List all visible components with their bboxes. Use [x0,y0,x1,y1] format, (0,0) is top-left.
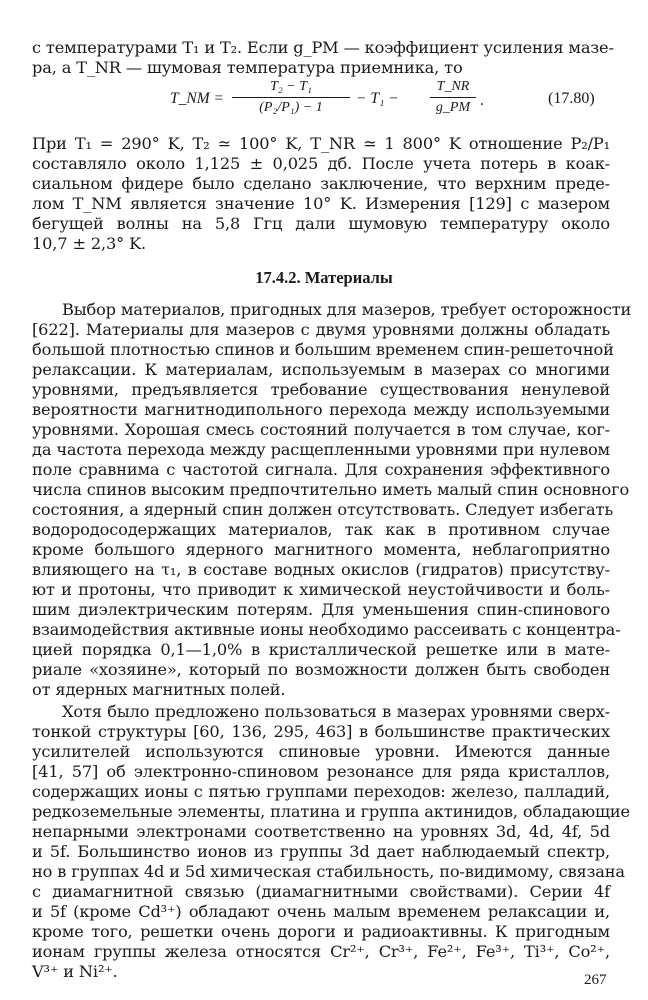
text-line: поле сравнима с частотой сигнала. Для сохранения эффективного [32,460,610,479]
equation-17-80 [160,78,580,124]
text-line: большой плотностью спинов и большим временем спин-решеточной [32,340,614,359]
fraction-numerator: T₂ − T₁ [270,79,312,94]
text-line: да частота перехода между расщепленными уровнями при нулевом [32,440,610,459]
text-line: и 5f (кроме Cd³⁺) обладают очень малым временем релаксации и, [32,902,610,921]
text-line: риале «хозяине», который по возможности должен быть свободен [32,660,610,679]
text-line: состояния, а ядерный спин должен отсутствовать. Следует избегать [32,500,613,519]
text-line: сиальном фидере было сделано заключение, что верхним преде- [32,174,610,193]
text-line: кроме того, решетки очень дороги и радиоактивны. К пригодным [32,922,610,941]
fraction-numerator: T_NR [436,79,470,94]
text-line: ионам группы железа относятся Cr²⁺, Cr³⁺, Fe²⁺, Fe³⁺, Ti³⁺, Co²⁺, [32,942,610,961]
text-line: влияющего на τ₁, в составе водных окислов (гидратов) присутству- [32,560,610,579]
text-line: цией порядка 0,1—1,0% в кристаллической решетке или в мате- [32,640,610,659]
formula-fraction-1 [232,78,350,117]
text-line: релаксации. К материалам, используемым в мазерах со многими [32,360,610,379]
text-line: тонкой структуры [60, 136, 295, 463] в большинстве практических [32,722,610,741]
formula-lhs: T_NM = [170,90,224,107]
text-line: редкоземельные элементы, платина и группа актинидов, обладающие [32,802,630,821]
text-line: [41, 57] об электронно-спиновом резонансе для ряда кристаллов, [32,762,610,781]
equation-number: (17.80) [548,90,595,107]
text-line: с температурами T₁ и T₂. Если g_PM — коэффициент усиления мазе- [32,38,614,57]
formula-end: . [480,92,484,109]
fraction-denominator: g_PM [435,100,471,115]
text-line: [622]. Материалы для мазеров с двумя уровнями должны обладать [32,320,610,339]
text-line: бегущей волны на 5,8 Ггц дали шумовую температуру около [32,214,610,233]
text-line: Хотя было предложено пользоваться в мазерах уровнями сверх- [62,702,610,721]
text-line: числа спинов высоким предпочтительно иметь малый спин основного [32,480,630,499]
text-line: При T₁ = 290° K, T₂ ≃ 100° K, T_NR ≃ 1 800° K отношение P₂/P₁ [32,134,610,153]
text-line: водородосодержащих материалов, так как в противном случае [32,520,610,539]
text-line: уровнями, предъявляется требование существования ненулевой [32,380,610,399]
fraction-bar [430,97,476,98]
text-line: Выбор материалов, пригодных для мазеров, требует осторожности [62,300,632,319]
text-line: составляло около 1,125 ± 0,025 дб. После учета потерь в коак- [32,154,610,173]
formula-fraction-2 [430,78,476,117]
page-number: 267 [584,972,607,988]
text-line: от ядерных магнитных полей. [32,680,286,699]
section-heading: 17.4.2. Материалы [255,268,393,287]
text-line: шим диэлектрическим потерям. Для уменьшения спин-спинового [32,600,610,619]
text-line: непарными электронами соответственно на уровнях 3d, 4d, 4f, 5d [32,822,610,841]
text-line: вероятности магнитнодипольного перехода между используемыми [32,400,610,419]
text-line: лом T_NM является значение 10° K. Измерения [129] с мазером [32,194,610,213]
text-line: 10,7 ± 2,3° K. [32,234,147,253]
text-line: усилителей используются спиновые уровни. Имеются данные [32,742,610,761]
text-line: ют и протоны, что приводит к химической неустойчивости и боль- [32,580,610,599]
text-line: содержащих ионы с пятью группами переходов: железо, палладий, [32,782,610,801]
text-line: но в группах 4d и 5d химическая стабильность, по-видимому, связана [32,862,625,881]
text-line: и 5f. Большинство ионов из группы 3d дает наблюдаемый спектр, [32,842,610,861]
text-line: кроме большого ядерного магнитного момента, неблагоприятно [32,540,610,559]
formula-middle-term: − T₁ − [356,90,399,107]
fraction-bar [232,97,350,98]
text-line: с диамагнитной связью (диамагнитными свойствами). Серии 4f [32,882,610,901]
fraction-denominator: (P₂/P₁) − 1 [259,100,323,115]
text-line: взаимодействия активные ионы необходимо рассеивать с концентра- [32,620,621,639]
text-line: V³⁺ и Ni²⁺. [32,962,118,981]
text-line: ра, а T_NR — шумовая температура приемника, то [32,58,463,77]
text-line: уровнями. Хорошая смесь состояний получается в том случае, ког- [32,420,610,439]
